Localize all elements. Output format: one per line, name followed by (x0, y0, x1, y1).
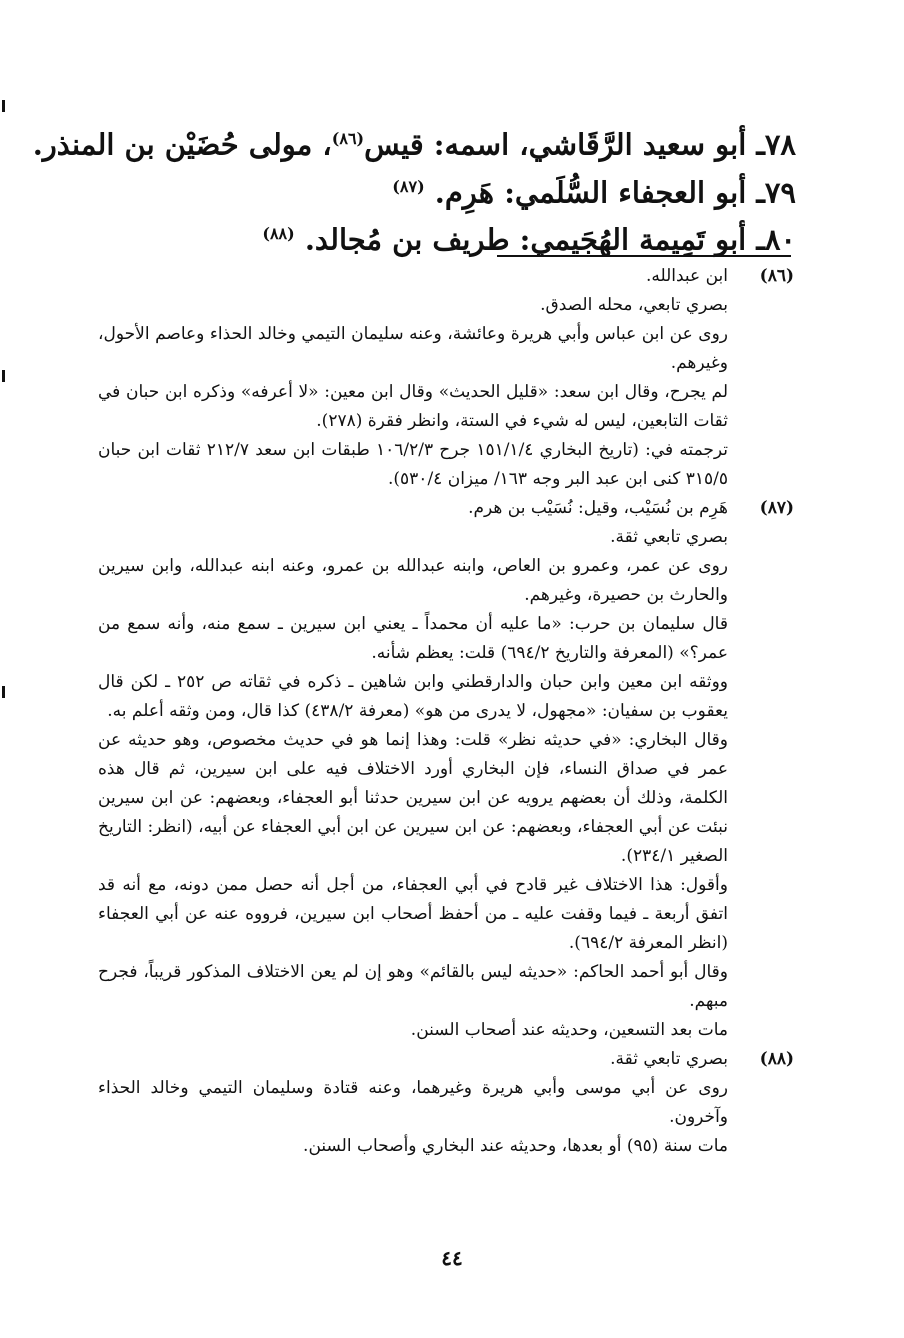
footnote-ref: (٨٧) (392, 176, 425, 196)
footnote-paragraph: روى عن أبي موسى وأبي هريرة وغيرهما، وعنه قتادة وسليمان التيمي وخالد الحذاء وآخرون. (98, 1078, 728, 1127)
footnote-paragraph: ووثقه ابن معين وابن حبان والدارقطني وابن شاهين ـ ذكره في ثقاته ص ٢٥٢ ـ لكن قال يعقوب بن سفيان: «مجهول، لا يدرى من هو» (معرفة ٤٣٨/٢) كذا قال، ومن وثقه أعلم به. (98, 672, 728, 721)
footnote-paragraph: مات سنة (٩٥) أو بعدها، وحديثه عند البخاري وأصحاب السنن. (303, 1136, 728, 1156)
entry-text: ٧٩ـ أبو العجفاء السُّلَمي: هَرِم. (434, 175, 796, 210)
entry-text: ٧٨ـ أبو سعيد الرَّقَاشي، اسمه: قيس (364, 127, 796, 162)
margin-mark (2, 686, 5, 698)
footnote-ref: (٨٨) (262, 224, 295, 244)
footnote-paragraph: ابن عبدالله. (645, 266, 728, 286)
footnote-number: (٨٦) (759, 266, 794, 286)
footnote-paragraph: وقال البخاري: «في حديثه نظر» قلت: وهذا إنما هو في حديث مخصوص، وهو حديثه عن عمر في صداق النساء، فإن البخاري أورد الاختلاف فيه على ابن سيرين، ثم قال هذه الكلمة، وذلك أن بعضهم يرويه عن ابن سيرين حدثنا أبو العجفاء، وبعضهم: عن ابن سيرين نبئت عن أبي العجفاء، وبعضهم: عن ابن سيرين عن ابن أبي العجفاء عن أبيه، (انظر: التاريخ الصغير ٢٣٤/١). (98, 730, 728, 866)
footnote-separator (497, 255, 791, 257)
entry-text: ٨٠ـ أبو تَمِيمة الهُجَيمي: طريف بن مُجالد. (304, 222, 796, 257)
entry-80 (140, 213, 796, 261)
margin-mark (2, 100, 5, 112)
margin-mark (2, 370, 5, 382)
footnote-paragraph: قال سليمان بن حرب: «ما عليه أن محمداً ـ يعني ابن سيرين ـ سمع منه، وأنه سمع من عمر؟» (المعرفة والتاريخ ٦٩٤/٢) قلت: يعظم شأنه. (98, 614, 728, 663)
footnote-paragraph: روى عن عمر، وعمرو بن العاص، وابنه عبدالله بن عمرو، وعنه ابنه عبدالله، وابن سيرين والحارث بن حصيرة، وغيرهم. (98, 556, 728, 605)
footnote-87 (98, 494, 794, 1045)
footnote-88 (98, 1045, 794, 1161)
footnote-paragraph: بصري تابعي، محله الصدق. (540, 295, 728, 315)
footnote-paragraph: بصري تابعي ثقة. (610, 527, 728, 547)
page-number: ٤٤ (441, 1246, 463, 1270)
entry-78 (32, 118, 796, 166)
footnotes (98, 262, 794, 1161)
footnote-number: (٨٨) (759, 1049, 794, 1069)
footnote-paragraph: لم يجرح، وقال ابن سعد: «قليل الحديث» وقال ابن معين: «لا أعرفه» وذكره ابن حبان في ثقات التابعين، ليس له شيء في الستة، وانظر فقرة (٢٧٨). (98, 382, 728, 431)
footnote-paragraph: ترجمته في: (تاريخ البخاري ١٥١/١/٤ جرح ١٠٦/٢/٣ طبقات ابن سعد ٢١٢/٧ ثقات ابن حبان ٣١٥/٥ كنى ابن عبد البر وجه ١٦٣/ ميزان ٥٣٠/٤). (98, 440, 729, 489)
footnote-paragraph: روى عن ابن عباس وأبي هريرة وعائشة، وعنه سليمان التيمي وخالد الحذاء وعاصم الأحول، وغيرهم. (98, 324, 728, 373)
footnote-paragraph: هَرِم بن نُسَيْب، وقيل: نُسَيْب بن هرم. (468, 498, 728, 518)
entry-79 (140, 166, 796, 214)
footnote-paragraph: وقال أبو أحمد الحاكم: «حديثه ليس بالقائم» وهو إن لم يعن الاختلاف المذكور قريباً، فجرح مبهم. (98, 962, 728, 1011)
footnote-paragraph: بصري تابعي ثقة. (610, 1049, 728, 1069)
entry-tail: ، مولى حُضَيْن بن المنذر. (32, 127, 332, 162)
footnote-number: (٨٧) (759, 498, 794, 518)
footnote-paragraph: وأقول: هذا الاختلاف غير قادح في أبي العجفاء، من أجل أنه حصل ممن دونه، مع أنه قد اتفق أربعة ـ فيما وقفت عليه ـ من أحفظ أصحاب ابن سيرين، فرووه عنه عن أبي العجفاء (انظر المعرفة ٦٩٤/٢). (98, 875, 728, 953)
footnote-86 (98, 262, 794, 494)
narrator-entries (32, 118, 796, 261)
footnote-ref: (٨٦) (331, 129, 365, 148)
footnote-paragraph: مات بعد التسعين، وحديثه عند أصحاب السنن. (410, 1020, 728, 1040)
